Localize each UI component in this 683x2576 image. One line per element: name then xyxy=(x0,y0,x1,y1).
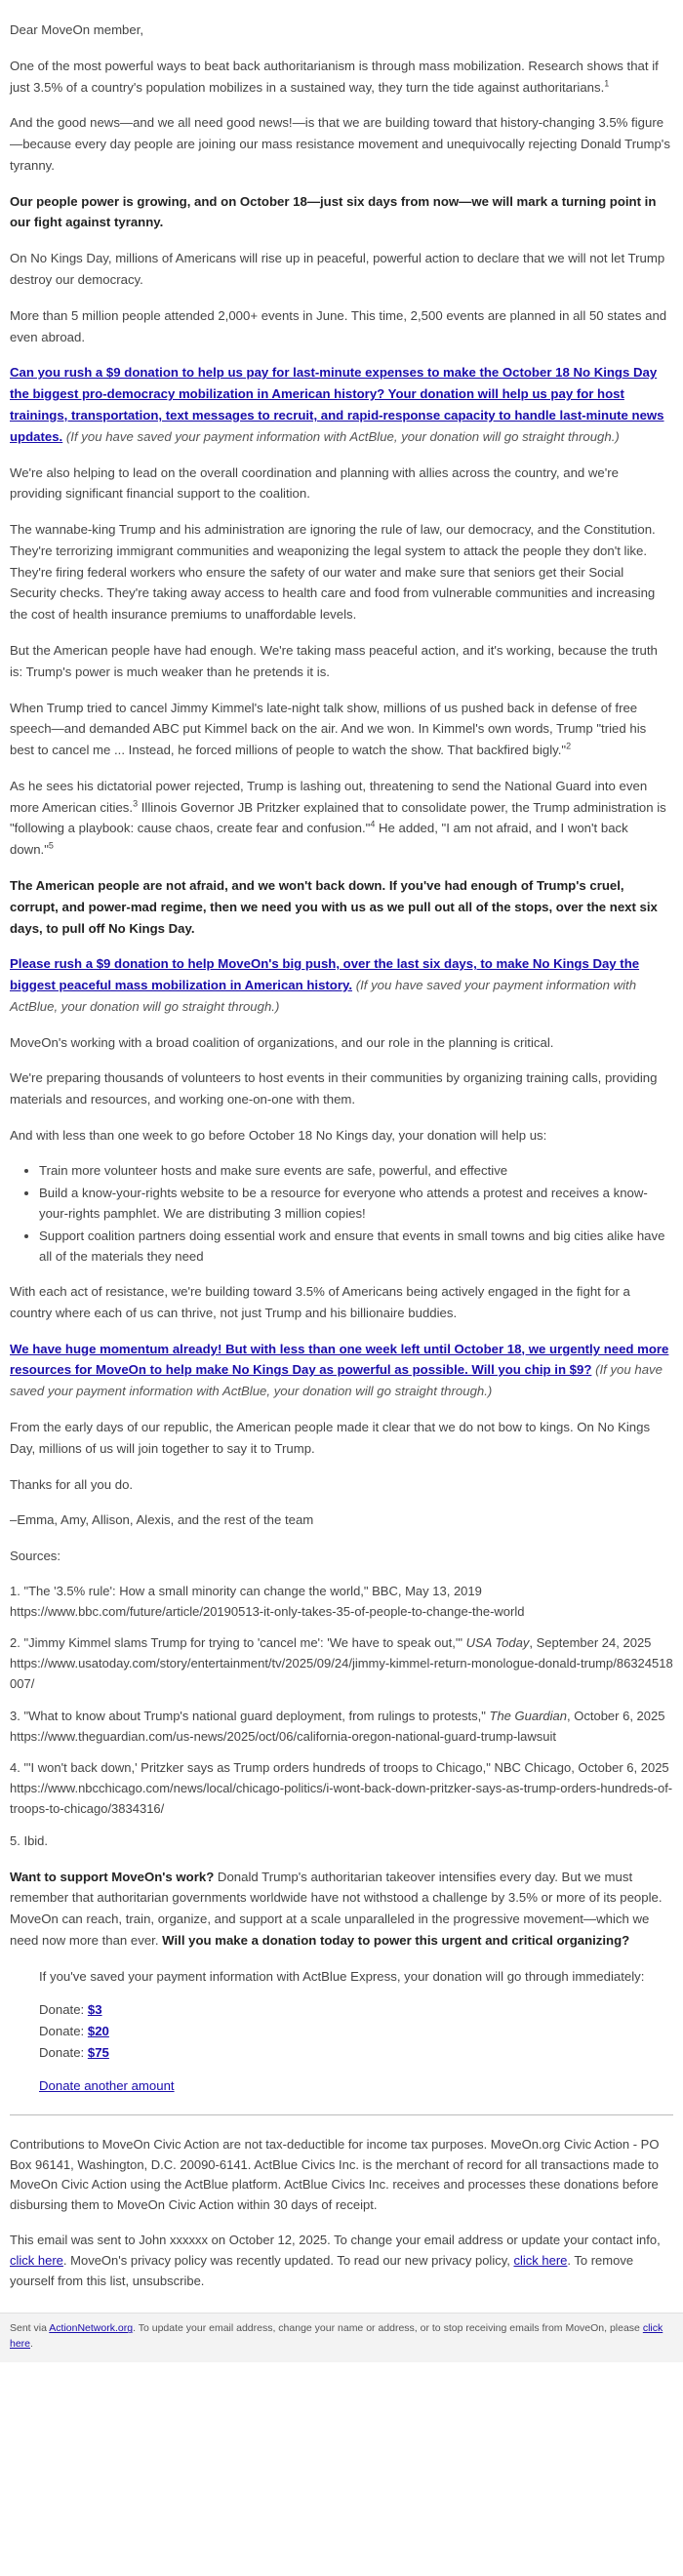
paragraph xyxy=(10,698,673,761)
support-paragraph xyxy=(10,1867,673,1952)
paragraph: And the good news—and we all need good news!—is that we are building toward that history-changing 3.5% figure—because every day people are joining our mass resistance movement and unequivocally rejecting Donald Trump's tyranny. xyxy=(10,115,670,173)
support-heading: Want to support MoveOn's work? xyxy=(10,1869,215,1884)
donation-appeal xyxy=(10,362,673,447)
actionnetwork-link[interactable]: ActionNetwork.org xyxy=(49,2322,134,2335)
divider xyxy=(10,2114,673,2115)
footer-bar xyxy=(0,2313,683,2362)
source-item xyxy=(10,1582,673,1623)
donate-label: Donate: xyxy=(39,2024,85,2038)
paragraph xyxy=(10,56,673,99)
signoff: –Emma, Amy, Allison, Alexis, and the rest of the team xyxy=(10,1512,314,1528)
donate-link-9[interactable]: Can you rush a $9 donation to help us pay for last-minute expenses to make the October 18 No Kings Day the biggest pro-democracy mobilization in American history? Your donation will help us pay for host trainings, transportation, text messages to recruit, and rapid-response capacity to handle last-minute news updates. xyxy=(10,365,664,444)
sent-text: . MoveOn's privacy policy was recently updated. To read our new privacy policy, xyxy=(62,2252,514,2268)
footnote-marker: 4 xyxy=(370,820,376,830)
source-date: , October 6, 2025 xyxy=(567,1708,665,1723)
sent-notice xyxy=(10,2231,673,2291)
source-item xyxy=(10,1633,673,1694)
bullet-list xyxy=(10,1161,673,1267)
paragraph: From the early days of our republic, the American people made it clear that we do not bow to kings. On No Kings Day, millions of us will join together to say it to Trump. xyxy=(10,1419,651,1456)
source-text: 5. Ibid. xyxy=(10,1832,49,1848)
footer-text: . xyxy=(30,2338,33,2351)
paragraph: We're preparing thousands of volunteers to host events in their communities by organizing training calls, providing materials and resources, and working one-on-one with them. xyxy=(10,1070,658,1107)
paragraph-bold xyxy=(10,191,673,234)
update-contact-link[interactable]: click here xyxy=(10,2252,63,2268)
footer-text: Sent via xyxy=(10,2322,50,2335)
express-note: If you've saved your payment information with ActBlue Express, your donation will go through immediately: xyxy=(39,1968,645,1984)
paragraph-bold xyxy=(10,875,673,939)
donate-link-9[interactable]: Please rush a $9 donation to help MoveOn's big push, over the last six days, to make No Kings Day the biggest peaceful mass mobilization in American history. xyxy=(10,956,640,993)
bullet-item: • Support coalition partners doing essential work and ensure that events in small towns and big cities alike have all of the materials they need xyxy=(39,1227,673,1267)
source-publication: The Guardian xyxy=(489,1708,568,1723)
source-text: 1. "The '3.5% rule': How a small minority can change the world," BBC, May 13, 2019 xyxy=(10,1583,482,1598)
actblue-note: (If you have saved your payment information with ActBlue, your donation will go straight through.) xyxy=(10,978,637,1014)
bold-text: Our people power is growing, and on October 18—just six days from now—we will mark a turning point in our fight against tyranny. xyxy=(10,193,657,230)
donate-link-9[interactable]: We have huge momentum already! But with less than one week left until October 18, we urgently need more resources for MoveOn to help make No Kings Day as powerful as possible. Will you chip in $9? xyxy=(10,1341,669,1378)
paragraph: But the American people have had enough. We're taking mass peaceful action, and it's working, because the truth is: Trump's power is much weaker than he pretends it is. xyxy=(10,642,658,679)
donate-label: Donate: xyxy=(39,2045,85,2061)
support-ask: Will you make a donation today to power this urgent and critical organizing? xyxy=(162,1933,630,1948)
paragraph: The wannabe-king Trump and his administration are ignoring the rule of law, our democracy, and the Constitution. They're terrorizing immigrant communities and weaponizing the legal system to attack the people they don't like. They're firing federal workers who ensure the safety of our water and make sure that seniors get their Social Security checks. They're taking away access to health care and food from vulnerable communities and increasing the cost of health insurance premiums to unaffordable levels. xyxy=(10,522,656,623)
paragraph: MoveOn's working with a broad coalition of organizations, and our role in the planning is critical. xyxy=(10,1034,554,1050)
donate-row xyxy=(39,2021,673,2042)
source-text: 3. "What to know about Trump's national guard deployment, from rulings to protests," xyxy=(10,1708,490,1723)
source-url: https://www.bbc.com/future/article/20190513-it-only-takes-35-of-people-to-change-the-world xyxy=(10,1603,525,1619)
donate-row xyxy=(39,2042,673,2064)
actblue-note: (If you have saved your payment information with ActBlue, your donation will go straight through.) xyxy=(10,1362,663,1399)
email-body xyxy=(10,0,673,2291)
bullet-item: • Train more volunteer hosts and make sure events are safe, powerful, and effective xyxy=(39,1161,673,1181)
paragraph: With each act of resistance, we're building toward 3.5% of Americans being actively engaged in the fight for a country where each of us can thrive, not just Trump and his billionaire buddies. xyxy=(10,1284,630,1320)
source-date: , September 24, 2025 xyxy=(529,1635,652,1651)
donation-appeal xyxy=(10,1339,673,1402)
donate-3-button[interactable]: $3 xyxy=(87,2001,102,2017)
donate-row xyxy=(39,1999,673,2021)
source-publication: USA Today xyxy=(465,1635,530,1651)
donation-appeal xyxy=(10,953,673,1017)
paragraph-text: As he sees his dictatorial power rejected, Trump is lashing out, threatening to send the National Guard into even more American cities. xyxy=(10,778,648,815)
source-item xyxy=(10,1758,673,1819)
bold-text: The American people are not afraid, and we won't back down. If you've had enough of Trump's cruel, corrupt, and power-mad regime, then we need you with us as we pull out all of the stops, over the next six days, to pull off No Kings Day. xyxy=(10,878,658,936)
source-item xyxy=(10,1707,673,1748)
paragraph: And with less than one week to go before October 18 No Kings day, your donation will help us: xyxy=(10,1128,547,1144)
footnote-marker: 5 xyxy=(48,840,54,851)
paragraph xyxy=(10,776,673,861)
donate-75-button[interactable]: $75 xyxy=(87,2045,109,2061)
sent-text: This email was sent to John xxxxxx on October 12, 2025. To change your email address or update your contact info, xyxy=(10,2233,661,2248)
source-url: https://www.theguardian.com/us-news/2025/oct/06/california-oregon-national-guard-trump-lawsuit xyxy=(10,1728,557,1744)
paragraph: We're also helping to lead on the overall coordination and planning with allies across the country, and we're providing significant financial support to the coalition. xyxy=(10,464,620,502)
support-text: Donald Trump's authoritarian takeover intensifies every day. But we must remember that authoritarian governments worldwide have not withstood a challenge by 3.5% or more of its people. MoveOn can reach, train, organize, and support at a scale unparalleled in the progressive movement—which we need now more than ever. xyxy=(10,1869,663,1948)
privacy-policy-link[interactable]: click here xyxy=(513,2252,568,2268)
source-url: https://www.nbcchicago.com/news/local/chicago-politics/i-wont-back-down-pritzker-says-as-trump-orders-hundreds-of-troops-to-chicago/3834316/ xyxy=(10,1781,673,1817)
donate-20-button[interactable]: $20 xyxy=(87,2024,109,2038)
thanks: Thanks for all you do. xyxy=(10,1476,134,1492)
footer-click-here-link[interactable]: click here xyxy=(10,2322,663,2351)
footnote-marker: 3 xyxy=(133,798,139,809)
legal-disclaimer: Contributions to MoveOn Civic Action are not tax-deductible for income tax purposes. MoveOn.org Civic Action - PO Box 96141, Washington, D.C. 20090-6141. ActBlue Civics Inc. is the merchant of record for all transactions made to MoveOn Civic Action using the ActBlue platform. ActBlue Civics Inc. receives and processes these donations before disbursing them to MoveOn Civic Action within 30 days of receipt. xyxy=(10,2136,660,2213)
footnote-marker: 2 xyxy=(566,741,572,751)
greeting: Dear MoveOn member, xyxy=(10,22,144,37)
source-text: 2. "Jimmy Kimmel slams Trump for trying to 'cancel me': 'We have to speak out,'" xyxy=(10,1635,466,1651)
source-text: 4. "'I won't back down,' Pritzker says as Trump orders hundreds of troops to Chicago," NBC Chicago, October 6, 2025 xyxy=(10,1760,669,1776)
paragraph-text: He added, "I am not afraid, and I won't back down." xyxy=(10,821,628,858)
sources-label: Sources: xyxy=(10,1549,61,1564)
donate-block xyxy=(10,1966,673,2093)
source-item xyxy=(10,1831,673,1852)
sent-text: . To remove yourself from this list, unsubscribe. xyxy=(10,2252,634,2288)
paragraph-text: Illinois Governor JB Pritzker explained that to consolidate power, the Trump administration is "following a playbook: cause chaos, create fear and confusion." xyxy=(10,799,666,836)
paragraph-text: One of the most powerful ways to beat back authoritarianism is through mass mobilization. Research shows that if just 3.5% of a country's population mobilizes in a sustained way, they turn the tide against authoritarians. xyxy=(10,58,659,95)
footer-text: . To update your email address, change your name or address, or to stop receiving emails from MoveOn, please xyxy=(133,2322,643,2335)
donate-another-amount-link[interactable]: Donate another amount xyxy=(39,2077,175,2093)
paragraph: On No Kings Day, millions of Americans will rise up in peaceful, powerful action to declare that we will not let Trump destroy our democracy. xyxy=(10,251,665,288)
actblue-note: (If you have saved your payment information with ActBlue, your donation will go straight through.) xyxy=(65,428,620,444)
donate-label: Donate: xyxy=(39,2001,85,2017)
footnote-marker: 1 xyxy=(604,78,610,89)
source-url: https://www.usatoday.com/story/entertainment/tv/2025/09/24/jimmy-kimmel-return-monologue-donald-trump/86324518007/ xyxy=(10,1656,673,1692)
paragraph: More than 5 million people attended 2,000+ events in June. This time, 2,500 events are planned in all 50 states and even abroad. xyxy=(10,307,667,344)
paragraph-text: When Trump tried to cancel Jimmy Kimmel's late-night talk show, millions of us pushed back in defense of free speech—and demanded ABC put Kimmel back on the air. And we won. In Kimmel's own words, Trump "tried his best to cancel me ... Instead, he forced millions of people to watch the show. That backfired bigly." xyxy=(10,700,647,758)
bullet-item: • Build a know-your-rights website to be a resource for everyone who attends a protest and receives a know-your-rights pamphlet. We are distributing 3 million copies! xyxy=(39,1184,673,1224)
